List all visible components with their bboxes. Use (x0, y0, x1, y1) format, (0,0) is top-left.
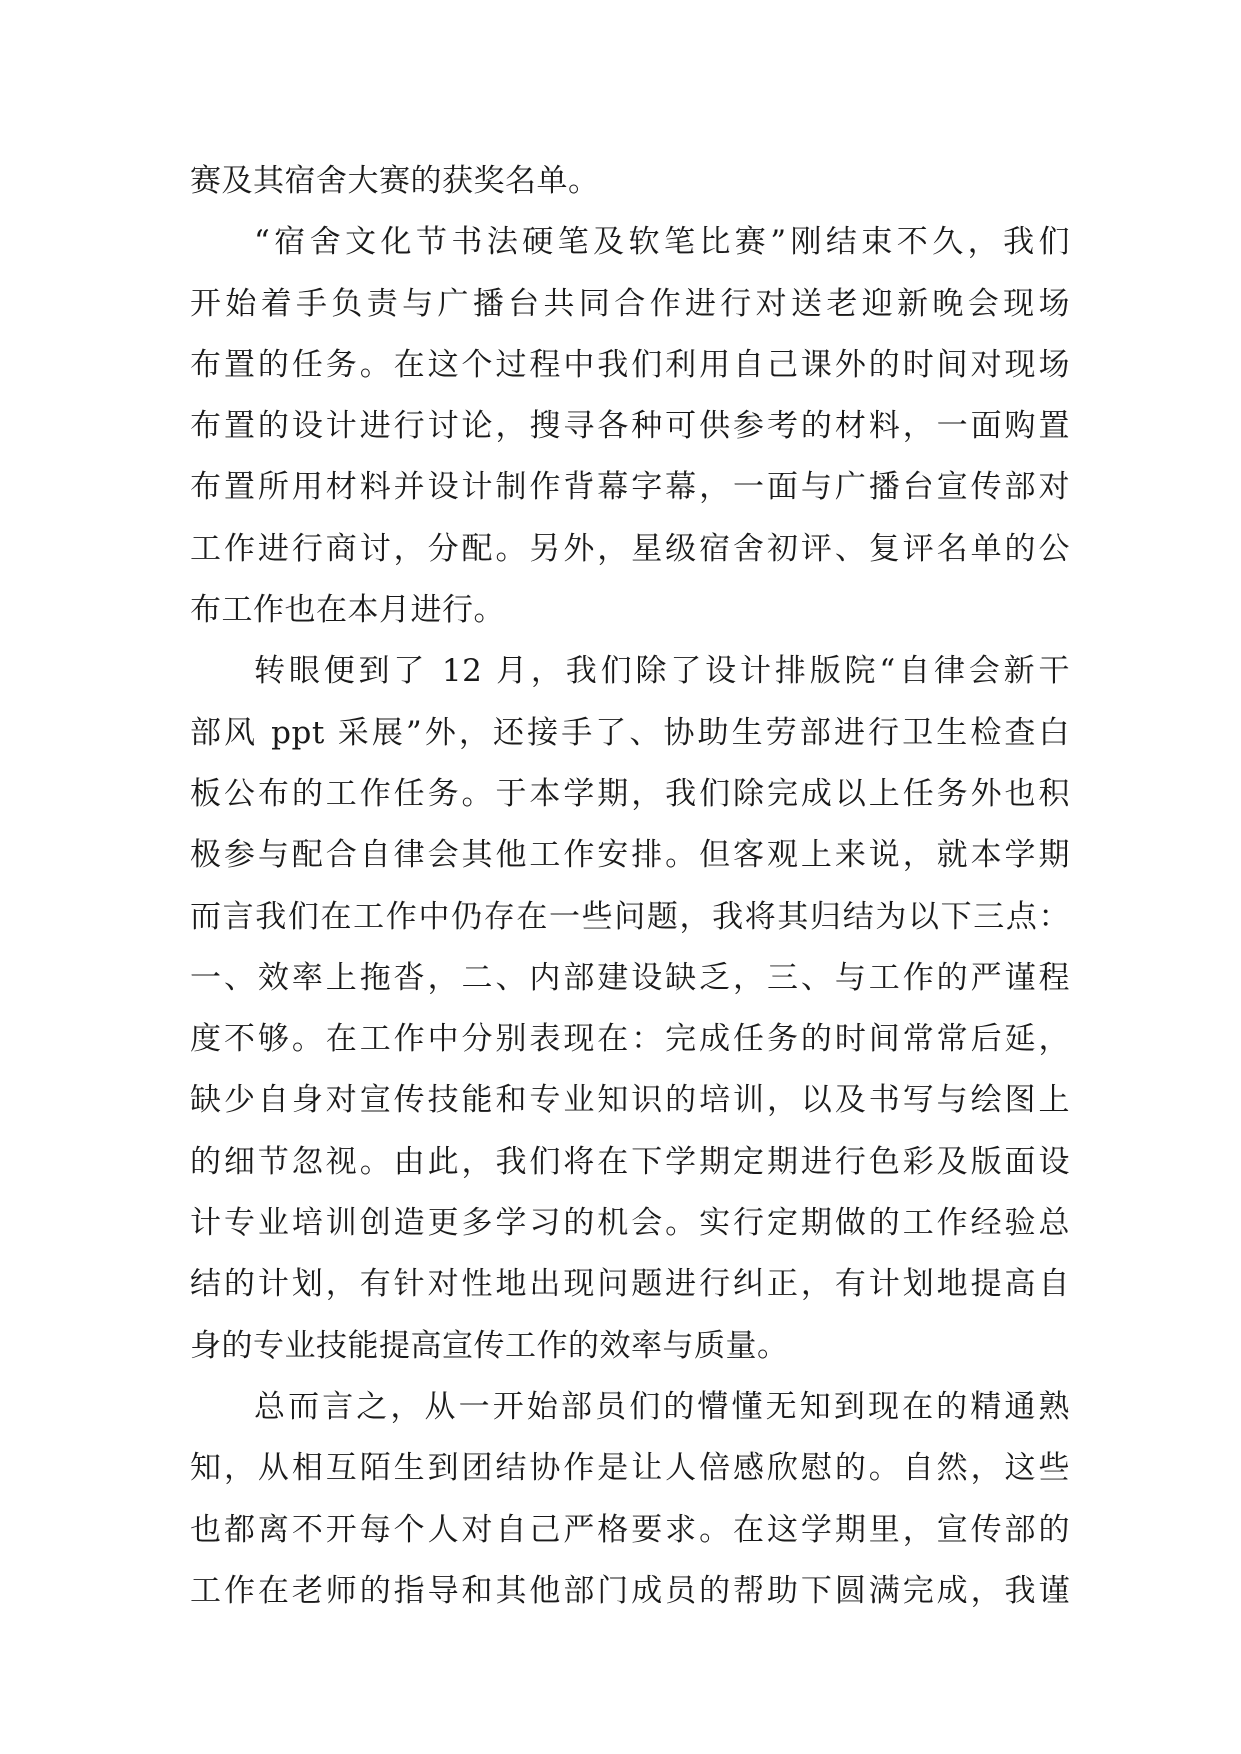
text-line: 布工作也在本月进行。 (190, 592, 505, 629)
text-line: “宿舍文化节书法硬笔及软笔比赛”刚结束不久，我们 (254, 224, 1070, 261)
text-line: 总而言之，从一开始部员们的懵懂无知到现在的精通熟 (254, 1388, 1070, 1425)
text-line: 计专业培训创造更多学习的机会。实行定期做的工作经验总 (190, 1205, 1070, 1242)
text-line: 布置所用材料并设计制作背幕字幕，一面与广播台宣传部对 (190, 469, 1070, 506)
text-line: 一、效率上拖沓，二、内部建设缺乏，三、与工作的严谨程 (190, 959, 1070, 996)
document-body (190, 151, 1070, 1622)
text-line: 缺少自身对宣传技能和专业知识的培训，以及书写与绘图上 (190, 1082, 1070, 1119)
text-line: 极参与配合自律会其他工作安排。但客观上来说，就本学期 (190, 837, 1070, 874)
text-line: 部风 ppt 采展”外，还接手了、协助生劳部进行卫生检查白 (190, 714, 1070, 751)
text-line: 赛及其宿舍大赛的获奖名单。 (190, 163, 600, 199)
text-line: 布置的设计进行讨论，搜寻各种可供参考的材料，一面购置 (190, 408, 1070, 445)
text-line: 工作在老师的指导和其他部门成员的帮助下圆满完成，我谨 (190, 1572, 1070, 1609)
text-line: 知，从相互陌生到团结协作是让人倍感欣慰的。自然，这些 (190, 1450, 1070, 1487)
text-line: 也都离不开每个人对自己严格要求。在这学期里，宣传部的 (190, 1511, 1070, 1548)
text-line: 板公布的工作任务。于本学期，我们除完成以上任务外也积 (190, 775, 1070, 812)
text-line: 转眼便到了 12 月，我们除了设计排版院“自律会新干 (254, 653, 1070, 690)
text-line: 而言我们在工作中仍存在一些问题，我将其归结为以下三点： (190, 898, 1070, 935)
text-line: 开始着手负责与广播台共同合作进行对送老迎新晚会现场 (190, 285, 1070, 322)
text-line: 的细节忽视。由此，我们将在下学期定期进行色彩及版面设 (190, 1143, 1070, 1180)
text-line: 工作进行商讨，分配。另外，星级宿舍初评、复评名单的公 (190, 530, 1070, 567)
text-line: 身的专业技能提高宣传工作的效率与质量。 (190, 1327, 789, 1364)
text-line: 度不够。在工作中分别表现在：完成任务的时间常常后延， (190, 1021, 1070, 1058)
text-line: 布置的任务。在这个过程中我们利用自己课外的时间对现场 (190, 346, 1070, 383)
text-line: 结的计划，有针对性地出现问题进行纠正，有计划地提高自 (190, 1266, 1070, 1303)
